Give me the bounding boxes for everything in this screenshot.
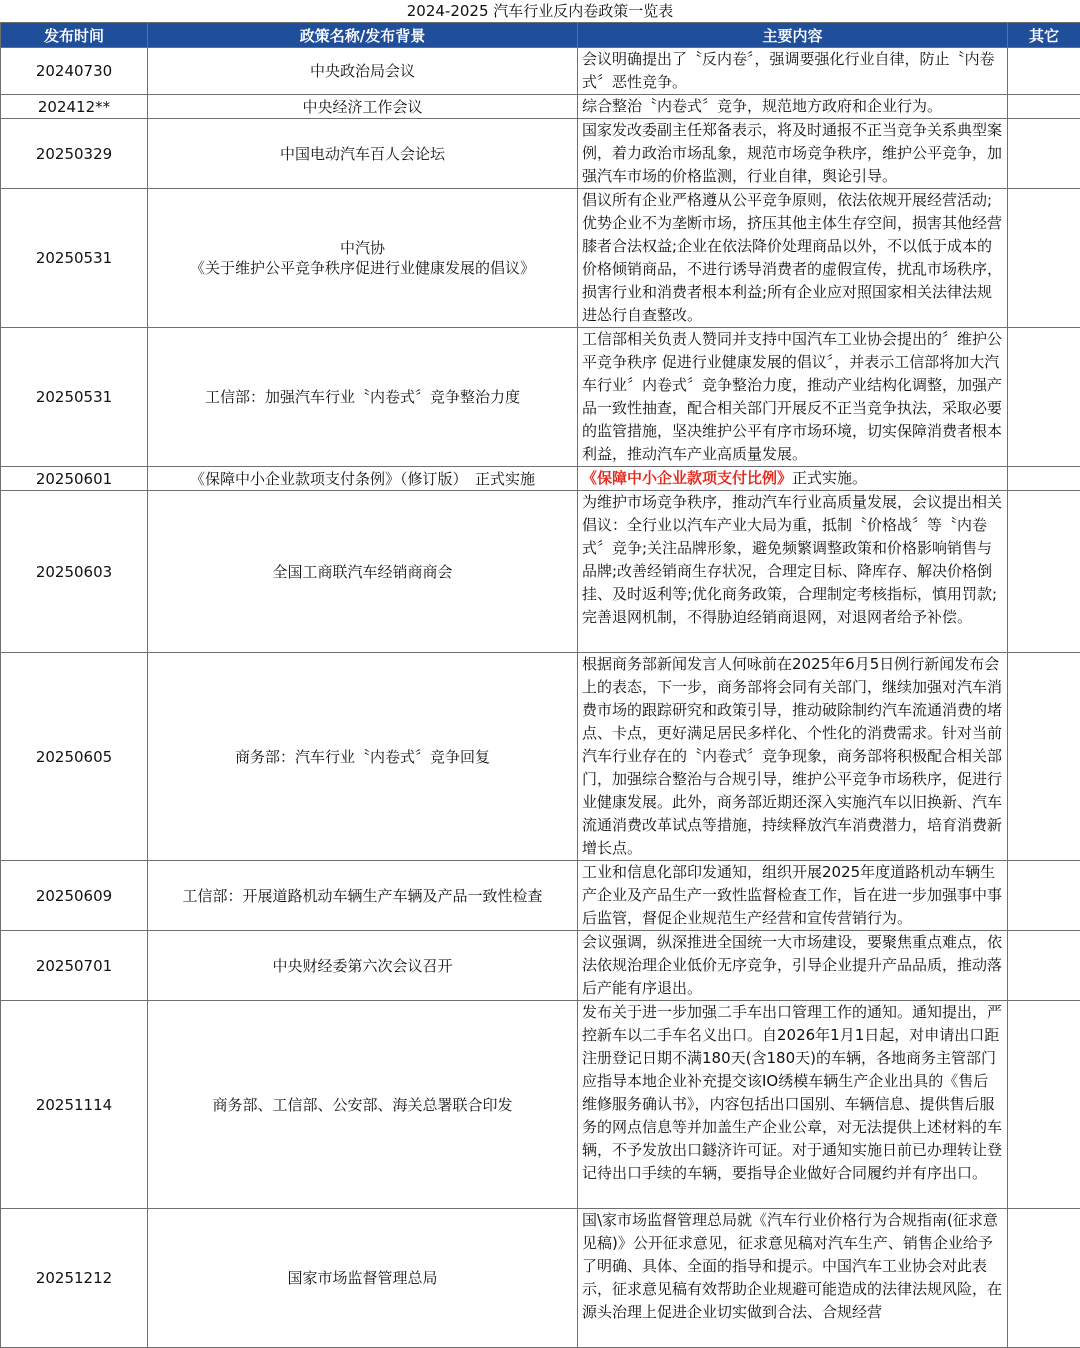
cell-other <box>1008 653 1080 861</box>
policy-name-line: 《保障中小企业款项支付条例》（修订版） 正式实施 <box>154 469 571 489</box>
policy-name-line: 《关于维护公平竞争秩序促进行业健康发展的倡议》 <box>154 258 571 278</box>
policy-name-line: 中国电动汽车百人会论坛 <box>154 144 571 164</box>
cell-other <box>1008 48 1080 95</box>
table-row <box>1 653 1080 861</box>
policy-name-line: 全国工商联汽车经销商商会 <box>154 562 571 582</box>
cell-policy-name <box>148 1001 578 1209</box>
cell-date: 20251212 <box>1 1209 148 1348</box>
cell-policy-name <box>148 653 578 861</box>
cell-other <box>1008 328 1080 467</box>
table-row <box>1 467 1080 491</box>
table-row <box>1 189 1080 328</box>
cell-other <box>1008 1001 1080 1209</box>
cell-main-content <box>578 861 1008 931</box>
cell-date: 20250329 <box>1 119 148 189</box>
cell-policy-name <box>148 491 578 653</box>
table-row <box>1 119 1080 189</box>
policy-name-line: 国家市场监督管理总局 <box>154 1268 571 1288</box>
cell-policy-name <box>148 48 578 95</box>
header-main-content: 主要内容 <box>578 23 1008 48</box>
table-row <box>1 1001 1080 1209</box>
content-text: 会议明确提出了〝反内卷〞，强调要强化行业自律，防止〝内卷式〞恶性竞争。 <box>582 50 995 91</box>
highlighted-regulation-name: 《保障中小企业款项支付比例》 <box>582 469 792 487</box>
table-title: 2024-2025 汽车行业反内卷政策一览表 <box>0 0 1080 22</box>
cell-other <box>1008 467 1080 491</box>
cell-policy-name <box>148 328 578 467</box>
header-other: 其它 <box>1008 23 1080 48</box>
policy-name-line: 中央经济工作会议 <box>154 97 571 117</box>
cell-main-content <box>578 328 1008 467</box>
header-row <box>1 23 1080 48</box>
cell-date: 20250609 <box>1 861 148 931</box>
policy-name-line: 中央财经委第六次会议召开 <box>154 956 571 976</box>
header-policy-name: 政策名称/发布背景 <box>148 23 578 48</box>
policy-name-line: 商务部、工信部、公安部、海关总署联合印发 <box>154 1095 571 1115</box>
cell-policy-name <box>148 467 578 491</box>
cell-main-content <box>578 119 1008 189</box>
cell-date: 20250605 <box>1 653 148 861</box>
cell-main-content <box>578 491 1008 653</box>
cell-date: 20250601 <box>1 467 148 491</box>
cell-date: 20240730 <box>1 48 148 95</box>
cell-date: 20250531 <box>1 328 148 467</box>
table-row <box>1 491 1080 653</box>
cell-policy-name <box>148 119 578 189</box>
policy-name-line: 工信部：开展道路机动车辆生产车辆及产品一致性检查 <box>154 886 571 906</box>
header-date: 发布时间 <box>1 23 148 48</box>
cell-other <box>1008 189 1080 328</box>
cell-date: 20250603 <box>1 491 148 653</box>
content-text: 发布关于进一步加强二手车出口管理工作的通知。通知提出，严控新车以二手车名义出口。自2026年1月1日起，对申请出口距注册登记日期不满180天(含180天)的车辆，各地商务主管部门应指导本地企业补充提交该IO绣模车辆生产企业出具的《售后维修服务确认书》，内容包括出口国别、车辆信息、提供售后服务的网点信息等并加盖生产企业公章，对无法提供上述材料的车辆，不予发放出口鐩济许可证。对于通知实施日前已办理转让登记待出口手续的车辆，要指导企业做好合同履约并有序出口。 <box>582 1003 1002 1182</box>
cell-main-content <box>578 48 1008 95</box>
policy-table <box>0 22 1080 1348</box>
cell-date: 202412** <box>1 95 148 119</box>
cell-other <box>1008 931 1080 1001</box>
policy-name-line: 中汽协 <box>154 238 571 258</box>
table-body <box>1 48 1080 1348</box>
table-row <box>1 95 1080 119</box>
cell-main-content <box>578 653 1008 861</box>
content-text: 倡议所有企业严格遵从公平竞争原则，依法依规开展经营活动;优势企业不为垄断市场，挤压其他主体生存空间，损害其他经营膝者合法权益;企业在依法降价处理商品以外，不以低于成本的价格倾销商品，不进行诱导消费者的虚假宣传，扰乱市场秩序，损害行业和消费者根本利益;所有企业应对照国家相关法律法规进怂行自查整改。 <box>582 191 1002 324</box>
content-text: 工信部相关负责人赞同并支持中国汽车工业协会提出的〞维护公平竞争秩序 促进行业健康发展的倡议〞，并表示工信部将加大汽车行业〞内卷式〞竞争整治力度，推动产业结构化调整，加强产品一致性抽查，配合相关部门开展反不正当竞争执法，采取必要的监管措施，坚决维护公平有序市场环境，切实保障消费者根本利益，推动汽车产业高质量发展。 <box>582 330 1002 463</box>
policy-name-line: 中央政治局会议 <box>154 61 571 81</box>
content-text: 国家发改委副主任郑备表示，将及时通报不正当竞争关系典型案例，着力政治市场乱象，规范市场竞争秩序，维护公平竞争，加强汽车市场的价格监测，行业自律，舆论引导。 <box>582 121 1002 185</box>
content-text: 综合整治〝内卷式〞竞争，规范地方政府和企业行为。 <box>582 97 942 115</box>
cell-other <box>1008 1209 1080 1348</box>
content-text: 会议强调，纵深推进全国统一大市场建设，要聚焦重点难点，依法依规治理企业低价无序竞争，引导企业提升产品品质，推动落后产能有序退出。 <box>582 933 1002 997</box>
cell-other <box>1008 119 1080 189</box>
content-text: 工业和信息化部印发通知，组织开展2025年度道路机动车辆生产企业及产品生产一致性监督检查工作，旨在进一步加强事中事后监管，督促企业规范生产经营和宣传营销行为。 <box>582 863 1002 927</box>
cell-policy-name <box>148 189 578 328</box>
cell-policy-name <box>148 95 578 119</box>
table-row <box>1 861 1080 931</box>
table-row <box>1 328 1080 467</box>
cell-policy-name <box>148 861 578 931</box>
table-row <box>1 48 1080 95</box>
cell-main-content <box>578 95 1008 119</box>
cell-other <box>1008 861 1080 931</box>
cell-policy-name <box>148 931 578 1001</box>
policy-name-line: 工信部：加强汽车行业〝内卷式〞竞争整治力度 <box>154 387 571 407</box>
cell-policy-name <box>148 1209 578 1348</box>
content-text: 根据商务部新闻发言人何咏前在2025年6月5日例行新闻发布会上的表态，下一步，商务部将会同有关部门，继续加强对汽车消费市场的跟踪研究和政策引导，推动破除制约汽车流通消费的堵点、卡点，更好满足居民多样化、个性化的消费需求。针对当前汽车行业存在的〝内卷式〞竞争现象，商务部将积极配合相关部门，加强综合整治与合规引导，维护公平竞争市场秩序，促进行业健康发展。此外，商务部近期还深入实施汽车以旧换新、汽车流通消费改革试点等措施，持续释放汽车消费潜力，培育消费新增长点。 <box>582 655 1002 857</box>
cell-date: 20250701 <box>1 931 148 1001</box>
cell-main-content <box>578 189 1008 328</box>
content-text: 正式实施。 <box>792 469 867 487</box>
cell-main-content <box>578 1001 1008 1209</box>
cell-other <box>1008 95 1080 119</box>
content-text: 国\家市场监督管理总局就《汽车行业价格行为合规指南(征求意见稿)》公开征求意见，征求意见稿对汽车生产、销售企业给予了明确、具体、全面的指导和提示。中国汽车工业协会对此表示，征求意见稿有效帮助企业规避可能造成的法律法规风险，在源头治理上促进企业切实做到合法、合规经营 <box>582 1211 1002 1321</box>
table-row <box>1 1209 1080 1348</box>
table-row <box>1 931 1080 1001</box>
cell-date: 20250531 <box>1 189 148 328</box>
cell-other <box>1008 491 1080 653</box>
cell-date: 20251114 <box>1 1001 148 1209</box>
policy-name-line: 商务部：汽车行业〝内卷式〞竞争回复 <box>154 747 571 767</box>
content-text: 为维护市场竞争秩序，推动汽车行业高质量发展，会议提出相关倡议：全行业以汽车产业大局为重，抵制〝价格战〞等〝内卷式〞竞争;关注品牌形象，避免频繁调整政策和价格影响销售与品牌;改善经销商生存状况，合理定目标、降库存、解决价格倒挂、及时返利等;优化商务政策，合理制定考核指标，慎用罚款;完善退网机制，不得胁迫经销商退网，对退网者给予补偿。 <box>582 493 1002 626</box>
cell-main-content <box>578 1209 1008 1348</box>
cell-main-content <box>578 931 1008 1001</box>
cell-main-content <box>578 467 1008 491</box>
